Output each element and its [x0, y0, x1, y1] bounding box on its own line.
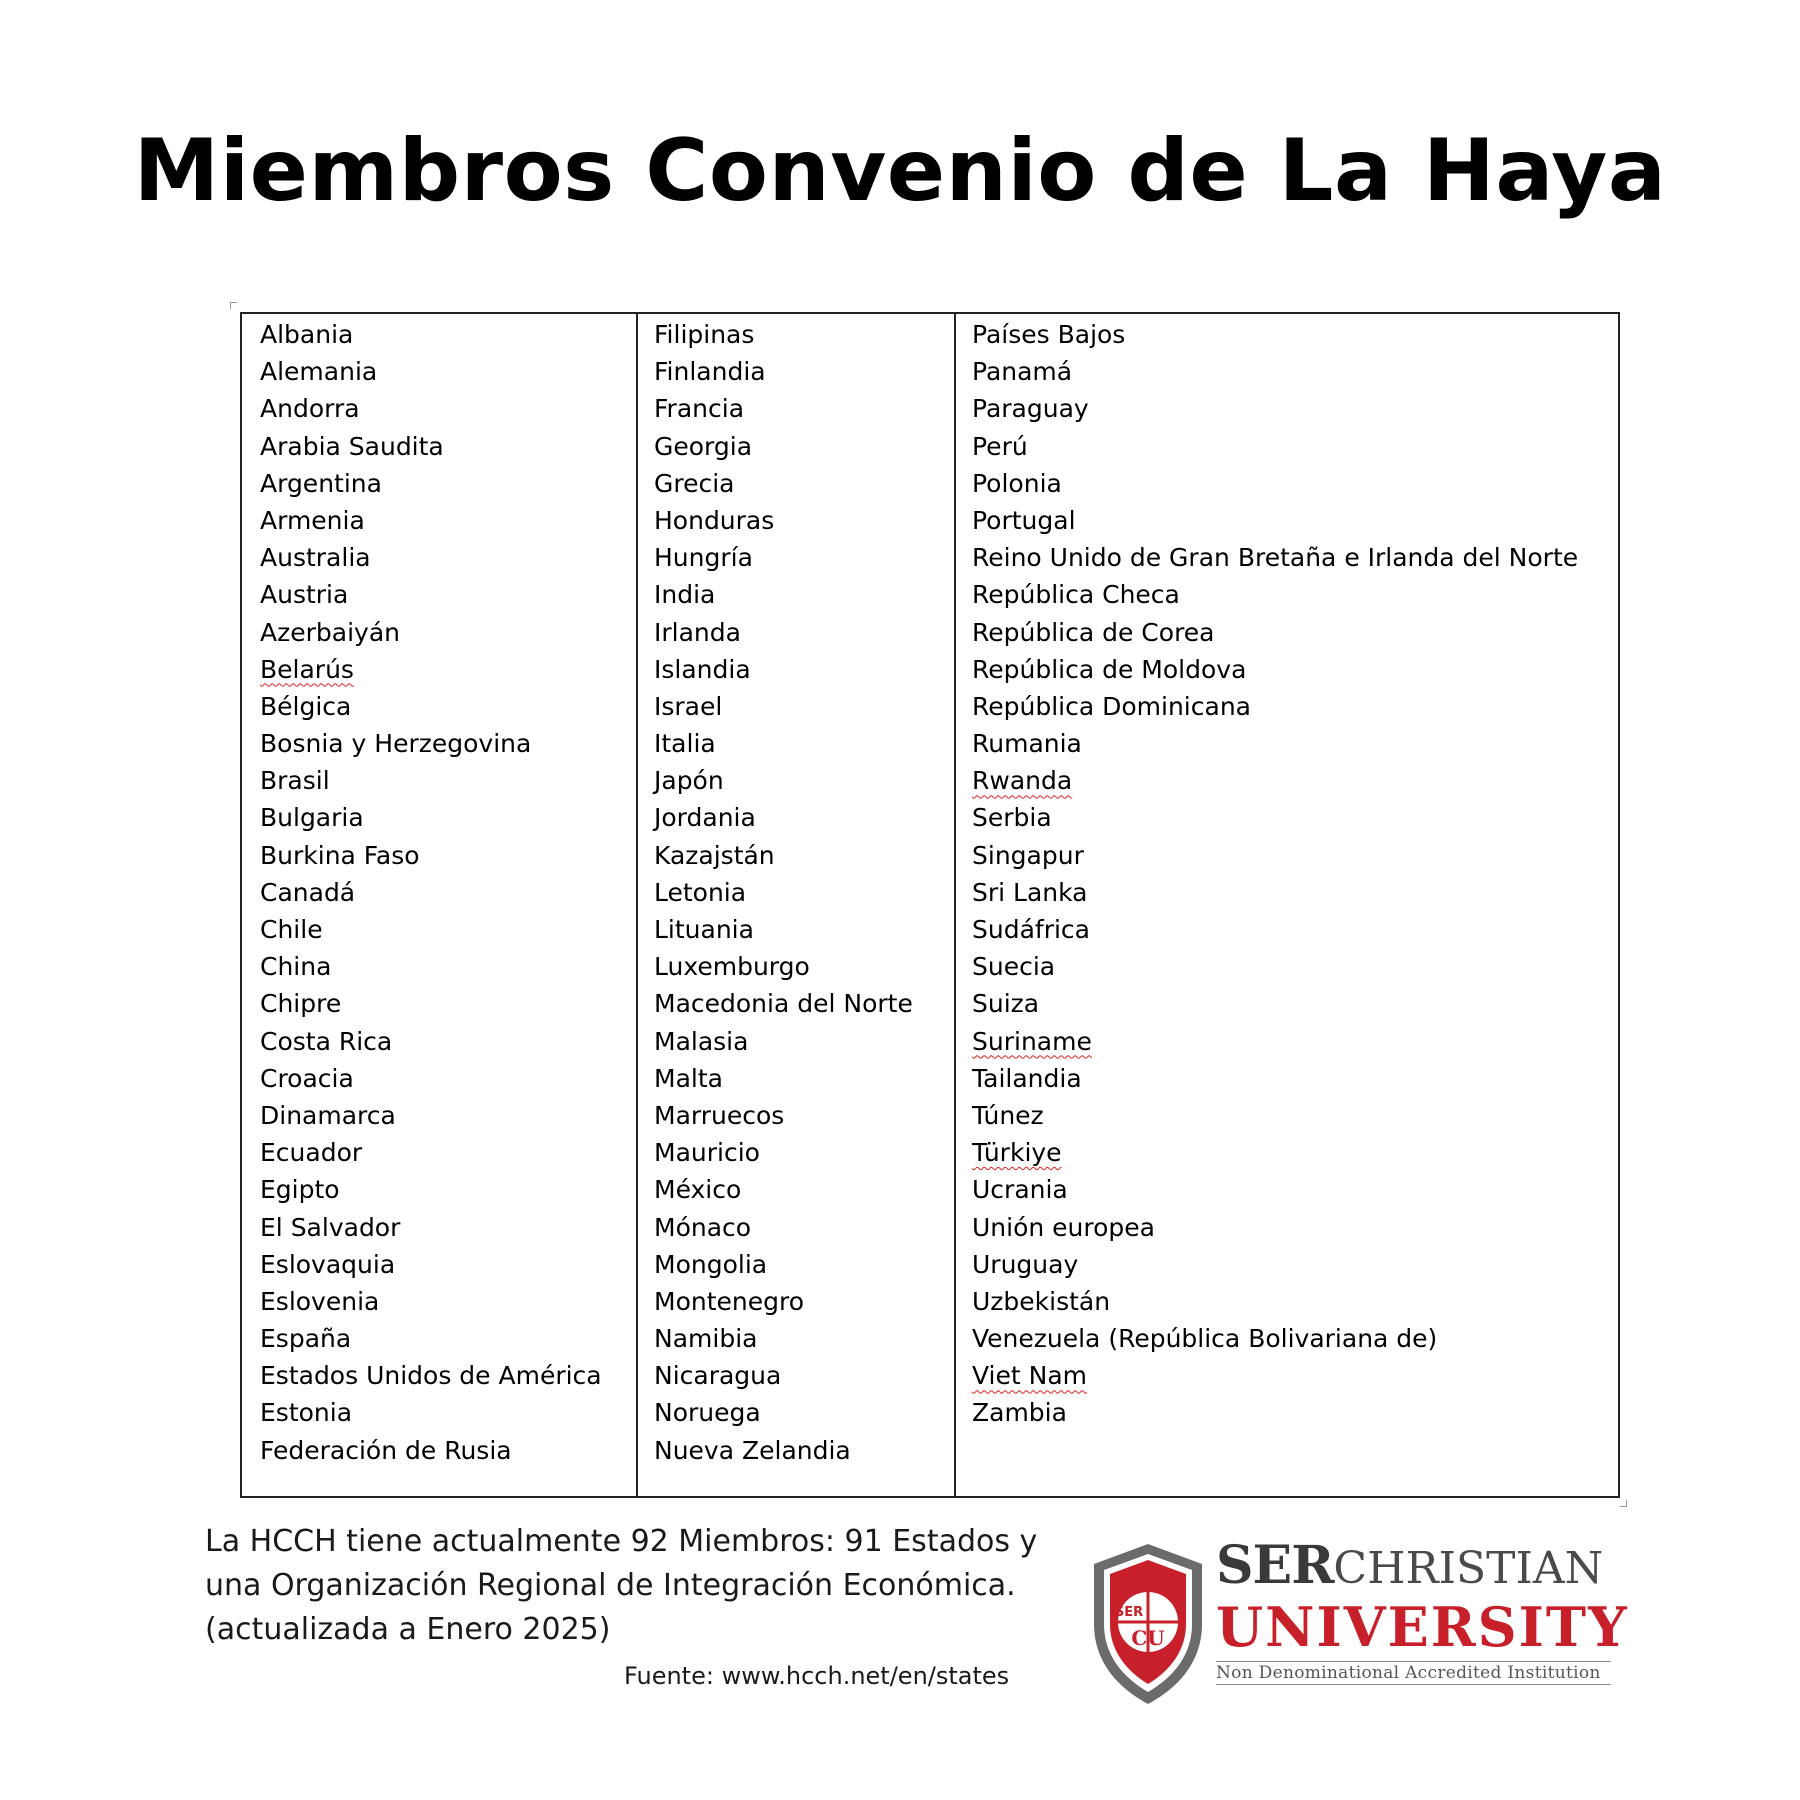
country-item [260, 1134, 636, 1171]
country-item [260, 874, 636, 911]
country-item [654, 762, 954, 799]
country-item [972, 725, 1618, 762]
logo-wordmark [1216, 1535, 1629, 1685]
country-name: India [654, 580, 716, 610]
country-name: Albania [260, 320, 354, 349]
country-item [972, 1134, 1618, 1171]
country-item [972, 539, 1618, 576]
country-item [654, 316, 954, 353]
country-item [972, 576, 1618, 613]
country-name: Mongolia [654, 1249, 768, 1279]
country-item [654, 651, 954, 688]
country-name: Países Bajos [972, 320, 1126, 349]
country-name: República Checa [972, 580, 1180, 610]
country-item [654, 614, 954, 651]
country-item [654, 1394, 954, 1431]
country-name: Canadá [260, 877, 356, 907]
country-name: Ucrania [972, 1175, 1068, 1205]
country-name: Andorra [260, 394, 360, 424]
country-item [260, 1097, 636, 1134]
country-item [260, 725, 636, 762]
country-item [972, 614, 1618, 651]
country-item [972, 465, 1618, 502]
country-name: Chile [260, 915, 323, 944]
country-item [654, 1432, 954, 1469]
country-item [654, 1209, 954, 1246]
country-item [972, 428, 1618, 465]
country-item [972, 948, 1618, 985]
country-name: Tailandia [972, 1063, 1082, 1093]
country-item [972, 874, 1618, 911]
country-name: Venezuela (República Bolivariana de) [972, 1324, 1438, 1354]
info-line: La HCCH tiene actualmente 92 Miembros: 91 Estados y [205, 1524, 1038, 1559]
shield-icon [1088, 1538, 1208, 1708]
country-name: República de Corea [972, 617, 1215, 647]
members-info [205, 1520, 1065, 1652]
country-name: Japón [654, 766, 724, 796]
members-table [240, 312, 1620, 1498]
country-item [260, 1432, 636, 1469]
country-name: Filipinas [654, 320, 755, 349]
country-item [260, 1357, 636, 1394]
country-name: Alemania [260, 357, 378, 387]
country-item [260, 1394, 636, 1431]
country-name: Armenia [260, 505, 365, 535]
country-name: Costa Rica [260, 1026, 393, 1056]
country-item [260, 985, 636, 1022]
country-name: Argentina [260, 468, 382, 498]
country-name: Mauricio [654, 1138, 760, 1168]
country-name: Suecia [972, 952, 1056, 982]
country-name: Austria [260, 580, 349, 610]
country-name: Chipre [260, 989, 342, 1019]
country-name: Dinamarca [260, 1100, 396, 1130]
country-name: Noruega [654, 1398, 761, 1428]
country-item [654, 1283, 954, 1320]
country-item [972, 799, 1618, 836]
country-name: Bosnia y Herzegovina [260, 729, 532, 759]
country-name: El Salvador [260, 1212, 401, 1242]
country-item [654, 1060, 954, 1097]
country-name: Eslovenia [260, 1286, 380, 1316]
country-item [654, 428, 954, 465]
university-logo [1088, 1535, 1629, 1708]
country-name: Marruecos [654, 1100, 785, 1130]
country-name: Malasia [654, 1026, 749, 1056]
country-name: Federación de Rusia [260, 1435, 512, 1465]
country-name: Polonia [972, 468, 1062, 498]
country-item [972, 1357, 1618, 1394]
country-name: República de Moldova [972, 654, 1247, 684]
country-item [260, 614, 636, 651]
country-item [260, 1060, 636, 1097]
country-name: Israel [654, 691, 723, 721]
country-name: Bélgica [260, 691, 352, 721]
country-name: Sri Lanka [972, 877, 1088, 907]
country-name: Belarús [260, 654, 354, 684]
info-line: una Organización Regional de Integración Económica. [205, 1568, 1016, 1603]
country-item [654, 390, 954, 427]
country-name: Panamá [972, 357, 1073, 387]
country-item [972, 316, 1618, 353]
shield-top-text: SER [1114, 1605, 1144, 1620]
country-name: Perú [972, 431, 1028, 461]
country-item [972, 651, 1618, 688]
country-item [260, 353, 636, 390]
country-name: Irlanda [654, 617, 741, 647]
country-item [260, 576, 636, 613]
country-name: Sudáfrica [972, 915, 1090, 944]
country-item [654, 725, 954, 762]
country-name: Nicaragua [654, 1361, 782, 1391]
country-name: Brasil [260, 766, 330, 796]
country-item [972, 1320, 1618, 1357]
country-name: Eslovaquia [260, 1249, 396, 1279]
country-item [654, 353, 954, 390]
country-item [260, 1209, 636, 1246]
country-item [654, 985, 954, 1022]
page-title: Miembros Convenio de La Haya [133, 121, 1667, 221]
country-name: Mónaco [654, 1212, 752, 1242]
country-item [972, 1283, 1618, 1320]
shield-bottom-text: CU [1131, 1626, 1165, 1650]
country-item [654, 1023, 954, 1060]
country-name: Zambia [972, 1398, 1067, 1428]
country-name: Estonia [260, 1398, 353, 1428]
country-name: Italia [654, 729, 716, 759]
country-name: Egipto [260, 1175, 340, 1205]
country-item [260, 799, 636, 836]
country-item [654, 1320, 954, 1357]
country-item [260, 1246, 636, 1283]
country-item [972, 1246, 1618, 1283]
country-name: Lituania [654, 915, 754, 944]
info-line: (actualizada a Enero 2025) [205, 1612, 611, 1647]
country-name: España [260, 1324, 352, 1354]
country-name: Rumania [972, 729, 1082, 759]
country-name: Túnez [972, 1100, 1044, 1130]
country-name: Singapur [972, 840, 1084, 870]
country-name: Malta [654, 1063, 723, 1093]
country-name: Unión europea [972, 1212, 1155, 1242]
table-corner-mark [230, 302, 237, 309]
country-item [972, 1060, 1618, 1097]
logo-university: UNIVERSITY [1216, 1595, 1629, 1659]
country-item [972, 1023, 1618, 1060]
country-name: Suriname [972, 1026, 1092, 1056]
country-item [260, 465, 636, 502]
country-item [972, 837, 1618, 874]
country-name: Rwanda [972, 766, 1073, 796]
country-name: Uzbekistán [972, 1286, 1111, 1316]
country-name: Portugal [972, 505, 1076, 535]
logo-ser: SER [1216, 1535, 1334, 1596]
country-item [654, 799, 954, 836]
table-column-3 [956, 314, 1618, 1496]
country-item [972, 1171, 1618, 1208]
country-item [654, 911, 954, 948]
country-name: Croacia [260, 1063, 354, 1093]
country-name: Estados Unidos de América [260, 1361, 602, 1391]
country-name: Viet Nam [972, 1361, 1088, 1391]
country-item [260, 390, 636, 427]
country-name: Paraguay [972, 394, 1089, 424]
country-name: México [654, 1175, 742, 1205]
country-item [260, 1283, 636, 1320]
country-item [260, 837, 636, 874]
country-name: Azerbaiyán [260, 617, 400, 647]
country-item [654, 874, 954, 911]
country-item [972, 688, 1618, 725]
country-name: Australia [260, 543, 371, 573]
country-name: Jordania [654, 803, 756, 833]
country-item [654, 502, 954, 539]
country-item [972, 353, 1618, 390]
country-name: China [260, 952, 332, 982]
country-name: Nueva Zelandia [654, 1435, 851, 1465]
country-name: Serbia [972, 803, 1052, 833]
country-name: Kazajstán [654, 840, 775, 870]
country-item [654, 1171, 954, 1208]
country-item [260, 1023, 636, 1060]
country-name: Arabia Saudita [260, 431, 444, 461]
country-item [260, 688, 636, 725]
country-item [260, 911, 636, 948]
country-item [654, 688, 954, 725]
country-name: Hungría [654, 543, 753, 573]
country-name: Francia [654, 394, 745, 424]
table-column-1 [242, 314, 638, 1496]
source-note: Fuente: www.hcch.net/en/states [624, 1662, 1010, 1690]
country-item [654, 1097, 954, 1134]
country-item [260, 316, 636, 353]
country-item [972, 502, 1618, 539]
country-item [654, 1357, 954, 1394]
country-name: República Dominicana [972, 691, 1251, 721]
country-name: Montenegro [654, 1286, 805, 1316]
country-item [654, 539, 954, 576]
country-item [654, 576, 954, 613]
logo-tagline: Non Denominational Accredited Institution [1216, 1661, 1611, 1685]
country-item [972, 911, 1618, 948]
country-item [654, 465, 954, 502]
country-item [972, 1209, 1618, 1246]
country-item [654, 1246, 954, 1283]
country-item [260, 762, 636, 799]
country-item [972, 985, 1618, 1022]
country-name: Türkiye [972, 1138, 1062, 1168]
country-item [972, 1394, 1618, 1431]
country-item [654, 1134, 954, 1171]
country-name: Reino Unido de Gran Bretaña e Irlanda del Norte [972, 543, 1579, 573]
country-name: Letonia [654, 877, 747, 907]
country-name: Grecia [654, 468, 735, 498]
country-item [972, 1097, 1618, 1134]
country-name: Burkina Faso [260, 840, 420, 870]
country-item [654, 948, 954, 985]
country-name: Namibia [654, 1324, 758, 1354]
country-name: Islandia [654, 654, 751, 684]
country-name: Ecuador [260, 1138, 363, 1168]
country-item [260, 1320, 636, 1357]
country-item [260, 502, 636, 539]
country-name: Honduras [654, 505, 775, 535]
country-name: Uruguay [972, 1249, 1079, 1279]
country-item [260, 1171, 636, 1208]
country-name: Bulgaria [260, 803, 364, 833]
country-item [260, 428, 636, 465]
country-item [260, 651, 636, 688]
logo-christian: CHRISTIAN [1333, 1543, 1604, 1594]
country-item [260, 539, 636, 576]
country-name: Luxemburgo [654, 952, 810, 982]
table-corner-mark [1620, 1500, 1627, 1507]
country-name: Georgia [654, 431, 753, 461]
country-name: Macedonia del Norte [654, 989, 913, 1019]
country-item [654, 837, 954, 874]
country-name: Finlandia [654, 357, 766, 387]
country-item [972, 390, 1618, 427]
country-item [972, 762, 1618, 799]
country-name: Suiza [972, 989, 1040, 1019]
country-item [260, 948, 636, 985]
table-column-2 [638, 314, 956, 1496]
